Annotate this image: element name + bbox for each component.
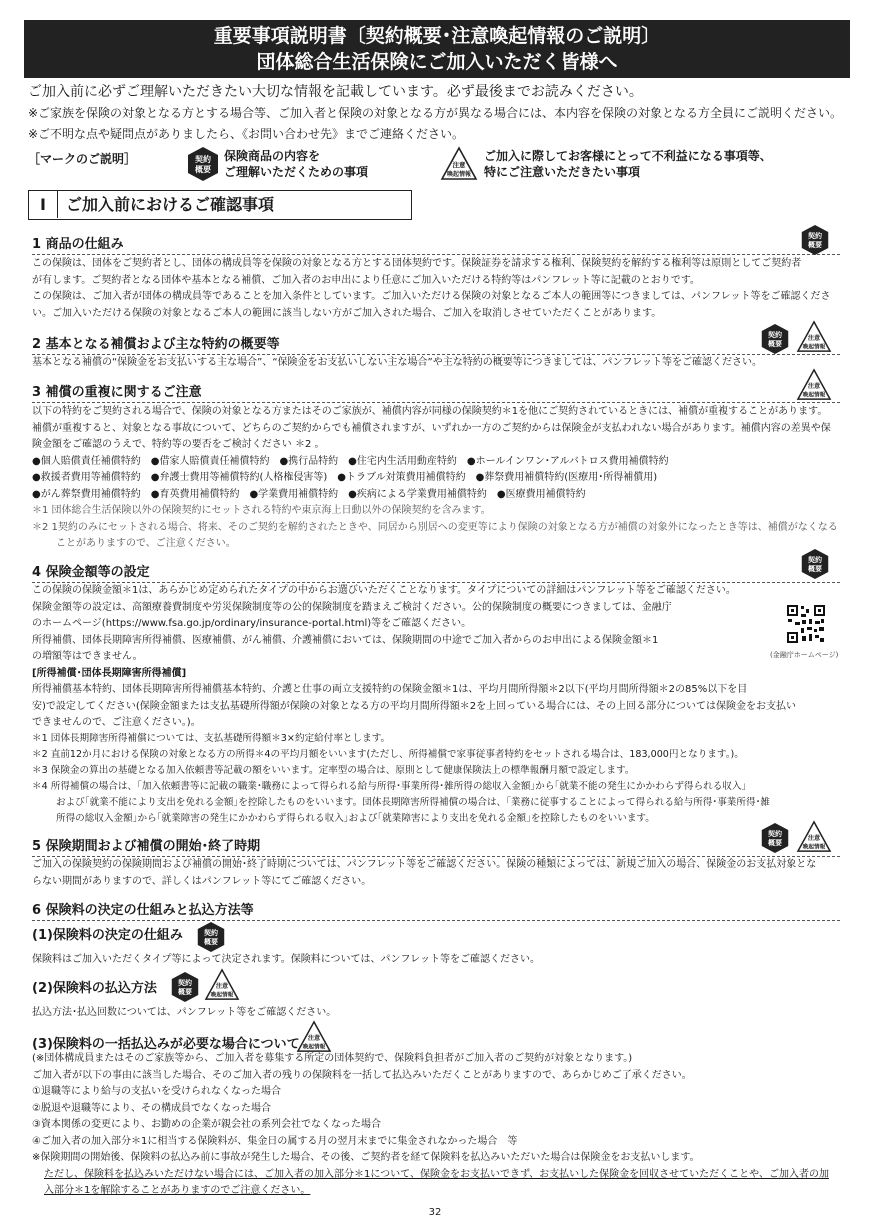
chui-kanki-icon	[440, 146, 478, 182]
banner-title-line2: 団体総合生活保険にご加入いただく皆様へ	[256, 51, 618, 73]
s4-note: ＊4 所得補償の場合は、｢加入依頼書等に記載の職業･職務によって得られる給与所得･事業所得･雑所得の総収入金額｣から｢就業不能の発生にかかわらず得られる収入｣	[32, 781, 747, 792]
badge-text: 注意	[807, 834, 821, 842]
badge-text: 契約	[807, 555, 823, 565]
mark1-line1: 保険商品の内容を	[224, 149, 321, 163]
badge-text: 契約	[767, 829, 783, 839]
badge-text: 喚起情報	[302, 1044, 326, 1051]
s6-sub3-line: ③資本関係の変更により、お勤めの企業が親会社の系列会社でなくなった場合	[32, 1119, 381, 1130]
heading-s4: 4 保険金額等の設定	[32, 561, 840, 583]
qr-caption: (金融庁ホームページ)	[770, 651, 839, 659]
qr-code-icon[interactable]	[786, 604, 826, 644]
s6-sub2-heading: (2)保険料の払込方法	[32, 981, 157, 996]
s6-sub3-line: ご加入者が以下の事由に該当した場合、そのご加入者の残りの保険料を一括して払込みいただくことがありますので、あらかじめご了承ください。	[32, 1069, 692, 1081]
s3-bullets: ●個人賠償責任補償特約 ●借家人賠償責任補償特約 ●携行品特約 ●住宅内生活用動産特約 ●ホールインワン･アルバトロス費用補償特約	[32, 455, 669, 467]
badge-text: 注意	[215, 982, 229, 990]
s1-line: い。ご加入いただける保険の対象となるご本人の範囲に該当しない方がご加入された場合、ご加入を取消しさせていただくことがあります。	[32, 307, 662, 319]
s6-sub3-line: ただし、保険料を払込みいただけない場合には、ご加入者の加入部分＊1について、保険金をお支払いできず、お支払いした保険金を回収させていただくことや、ご加入者の加	[44, 1168, 829, 1180]
chui-kanki-icon	[796, 320, 832, 354]
badge-text: 契約	[767, 330, 783, 340]
s6-sub3-line: ※保険期間の開始後、保険料の払込み前に事故が発生した場合、その後、ご契約者を経て保険料を払込みいただいた場合は保険金をお支払いします。	[32, 1152, 700, 1163]
heading-s5: 5 保険期間および補償の開始･終了時期	[32, 835, 840, 857]
section-number: I	[29, 191, 58, 218]
banner-title-line1: 重要事項説明書〔契約概要･注意喚起情報のご説明〕	[213, 25, 661, 47]
mark2-line1: ご加入に際してお客様にとって不利益になる事項等、	[484, 149, 772, 163]
badge-text: 喚起情報	[210, 992, 234, 999]
page-banner	[24, 20, 850, 78]
badge-text: 概要	[767, 339, 783, 349]
intro-line3: ※ご不明な点や疑問点がありましたら、《お問い合わせ先》までご連絡ください。	[28, 127, 465, 141]
s1-body	[32, 256, 840, 322]
s6-sub3-body	[32, 1051, 840, 1200]
s4-note: および｢就業不能により支出を免れる金額｣を控除したものをいいます。団体長期障害所得補償の場合は、｢業務に従事することによって得られる給与所得･事業所得･雑	[56, 797, 770, 808]
mark1-line2: ご理解いただくための事項	[224, 165, 369, 179]
chui-kanki-icon	[796, 368, 832, 402]
s3-body	[32, 404, 840, 553]
s4-line: の増額等はできません。	[32, 651, 143, 662]
keiyaku-gaiyo-icon	[800, 548, 830, 580]
s3-line: 以下の特約をご契約される場合で、保険の対象となる方またはそのご家族が、補償内容が同様の保険契約＊1を他にご契約されているときには、補償が重複することがあります。	[32, 406, 828, 417]
s6-sub3-underlined	[32, 1167, 840, 1200]
s4-note: 所得の総収入金額｣から｢就業障害の発生にかかわらず得られる収入｣および｢就業障害により支出を免れる金額｣を控除したものをいいます。	[56, 813, 655, 824]
s6-sub3-heading: (3)保険料の一括払込みが必要な場合について	[32, 1037, 300, 1052]
intro-line2: ※ご家族を保険の対象となる方とする場合等、ご加入者と保険の対象となる方が異なる場合には、本内容を保険の対象となる方全員にご説明ください。	[28, 106, 843, 120]
s6-sub1-body: 保険料はご加入いただくタイプ等によって決定されます。保険料については、パンフレット等をご確認ください。	[32, 954, 540, 965]
marks-legend	[28, 146, 848, 184]
badge-text: 喚起情報	[446, 171, 472, 178]
s4-subhead: [所得補償･団体長期障害所得補償]	[32, 667, 187, 679]
chui-kanki-icon	[204, 968, 240, 1002]
badge-text: 注意	[807, 334, 821, 342]
s4-body	[32, 583, 772, 682]
s4-line: 安)で設定してください(保険金額または支払基礎所得額が保険の対象となる方の平均月間所得額＊2を上回っている場合には、その上回る部分については保険金をお支払い	[32, 700, 796, 712]
mark2-line2: 特にご注意いただきたい事項	[484, 165, 641, 179]
s4-note: ＊1 団体長期障害所得補償については、支払基礎所得額＊3×約定給付率とします。	[32, 733, 391, 744]
s4-line: 所得補償基本特約、団体長期障害所得補償基本特約、介護と仕事の両立支援特約の保険金額＊1は、平均月間所得額＊2以下(平均月間所得額＊2の85%以下を目	[32, 684, 748, 695]
page-number: 32	[428, 1207, 442, 1218]
s6-sub3-line: 入部分＊1を解除することがありますのでご注意ください。	[44, 1185, 311, 1196]
badge-text: 注意	[452, 161, 466, 169]
s4-line: この保険の保険金額＊1は、あらかじめ定められたタイプの中からお選びいただくことなります。タイプについての詳細はパンフレット等をご確認ください。	[32, 585, 736, 596]
s4-body-2	[32, 682, 840, 732]
s4-line: 保険金額等の設定は、高額療養費制度や労災保険制度等の公的保険制度を踏まえご検討ください。公的保険制度の概要につきましては、金融庁	[32, 601, 672, 613]
keiyaku-gaiyo-icon	[186, 146, 220, 182]
s2-body	[32, 355, 840, 372]
keiyaku-gaiyo-icon	[196, 921, 226, 953]
keiyaku-gaiyo-icon	[760, 323, 790, 355]
s5-body	[32, 857, 840, 890]
badge-text: 概要	[195, 165, 211, 174]
section-heading	[28, 190, 412, 220]
s1-line: この保険は、ご加入者が団体の構成員等であることを加入条件としています。ご加入いただける保険の対象となるご本人の範囲等につきましては、パンフレット等をご確認くださ	[32, 291, 831, 302]
heading-s1: 1 商品の仕組み	[32, 233, 840, 255]
badge-text: 喚起情報	[802, 844, 826, 851]
keiyaku-gaiyo-icon	[170, 971, 200, 1003]
badge-text: 契約	[195, 155, 211, 164]
heading-s6: 6 保険料の決定の仕組みと払込方法等	[32, 899, 840, 921]
s2-line: 基本となる補償の“保険金をお支払いする主な場合”、“保険金をお支払いしない主な場合”や主な特約の概要等につきましては、パンフレット等をご確認ください。	[32, 357, 763, 368]
marks-label: ［マークのご説明］	[28, 152, 137, 166]
chui-kanki-icon	[796, 820, 832, 854]
intro-line1: ご加入前に必ずご理解いただきたい大切な情報を記載しています。必ず最後までお読みください。	[28, 84, 643, 100]
badge-text: 契約	[203, 928, 219, 938]
s6-sub1-heading: (1)保険料の決定の仕組み	[32, 928, 183, 943]
badge-text: 注意	[807, 382, 821, 390]
badge-text: 喚起情報	[802, 344, 826, 351]
s4-note: ＊3 保険金の算出の基礎となる加入依頼書等記載の額をいいます。定率型の場合は、原則として健康保険法上の標準報酬月額で設定します。	[32, 765, 635, 776]
s6-sub3-line: (※団体構成員またはそのご家族等から、ご加入者を募集する所定の団体契約で、保険料負担者がご加入者のご契約が対象となります。)	[32, 1053, 633, 1064]
s1-line: が有します。ご契約者となる団体や基本となる補償、ご加入者のお申出により任意にご加入いただける特約等はパンフレット等に記載のとおりです。	[32, 274, 700, 286]
chui-kanki-icon	[296, 1020, 332, 1054]
mark1-description	[224, 148, 368, 180]
s3-line: 補償が重複すると、対象となる事故について、どちらのご契約からでも補償されますが、いずれか一方のご契約からは保険金が支払われない場合があります。補償内容の差異や保	[32, 422, 831, 434]
section-title: ご加入前におけるご確認事項	[66, 195, 275, 214]
badge-text: 概要	[203, 937, 219, 947]
s6-sub3-line: ②脱退や退職等により、その構成員でなくなった場合	[32, 1102, 271, 1114]
badge-text: 喚起情報	[802, 392, 826, 399]
badge-text: 概要	[807, 564, 823, 574]
badge-text: 概要	[767, 838, 783, 848]
s3-note: ことがありますので、ご注意ください。	[56, 538, 236, 549]
badge-text: 概要	[807, 240, 823, 250]
s4-line: 所得補償、団体長期障害所得補償、医療補償、がん補償、介護補償においては、保険期間の中途でご加入者からのお申出による保険金額＊1	[32, 634, 659, 646]
s3-line: 険金額をご確認のうえで、特約等の要否をご検討ください ＊2 。	[32, 439, 325, 450]
mark2-description	[484, 148, 772, 180]
heading-s2: 2 基本となる補償および主な特約の概要等	[32, 333, 840, 355]
s1-line: この保険は、団体をご契約者とし、団体の構成員等を保険の対象となる方とする団体契約です。保険証券を請求する権利、保険契約を解約する権利等は原則としてご契約者	[32, 258, 802, 269]
badge-text: 注意	[307, 1034, 321, 1042]
s3-bullets: ●救援者費用等補償特約 ●弁護士費用等補償特約(人格権侵害等) ●トラブル対策費用補償特約 ●葬祭費用補償特約(医療用･所得補償用)	[32, 472, 658, 483]
s4-notes	[32, 731, 840, 827]
badge-text: 概要	[177, 987, 193, 997]
s5-line: ご加入の保険契約の保険期間および補償の開始･終了時期については、パンフレット等をご確認ください。保険の種類によっては、新規ご加入の場合、保険金のお支払対象とな	[32, 859, 817, 870]
s6-sub3-line: ①退職等により給与の支払いを受けられなくなった場合	[32, 1086, 281, 1097]
s3-note: ＊2 1契約のみにセットされる場合、将来、そのご契約を解約されたときや、同居から別居への変更等により保険の対象となる方が補償の対象外になったとき等は、補償がなくなる	[32, 521, 838, 533]
s6-sub2-body: 払込方法･払込回数については、パンフレット等をご確認ください。	[32, 1007, 337, 1018]
keiyaku-gaiyo-icon	[760, 822, 790, 854]
badge-text: 契約	[177, 978, 193, 988]
s5-line: らない期間がありますので、詳しくはパンフレット等にてご確認ください。	[32, 875, 372, 887]
s3-bullets: ●がん葬祭費用補償特約 ●育英費用補償特約 ●学業費用補償特約 ●疾病による学業費用補償特約 ●医療費用補償特約	[32, 488, 586, 500]
s4-note: ＊2 直前12か月における保険の対象となる方の所得＊4の平均月額をいいます(ただし、所得補償で家事従事者特約をセットされる場合は、183,000円となります。)。	[32, 749, 744, 760]
keiyaku-gaiyo-icon	[800, 224, 830, 256]
heading-s3: 3 補償の重複に関するご注意	[32, 381, 840, 403]
s6-sub3-line: ④ご加入者の加入部分＊1に相当する保険料が、集金日の属する月の翌月末までに集金されなかった場合 等	[32, 1135, 518, 1147]
s3-note: ＊1 団体総合生活保険以外の保険契約にセットされる特約や東京海上日動以外の保険契約を含みます。	[32, 505, 491, 516]
intro-block	[28, 82, 848, 145]
s4-line: できませんので、ご注意ください。)。	[32, 717, 201, 728]
badge-text: 契約	[807, 231, 823, 241]
s4-line: のホームページ(https://www.fsa.go.jp/ordinary/insurance-portal.html)等をご確認ください。	[32, 618, 472, 629]
